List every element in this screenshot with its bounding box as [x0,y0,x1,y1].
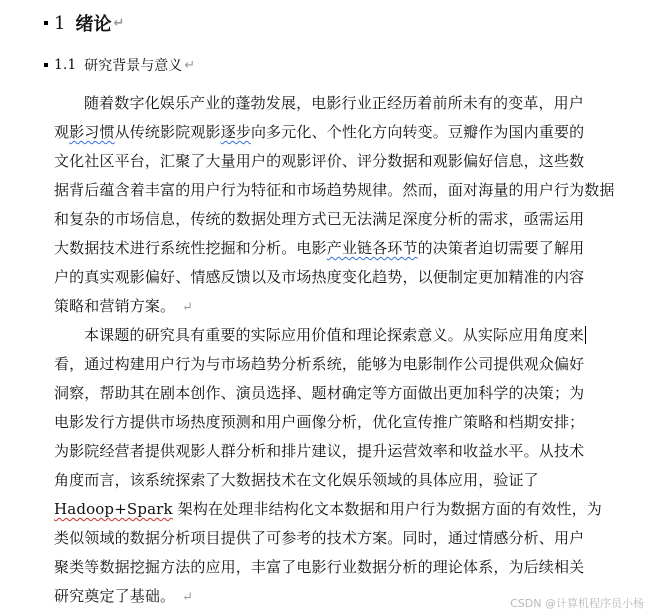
body-line[interactable] [54,558,610,576]
body-line[interactable] [54,442,610,460]
body-line[interactable] [54,152,610,170]
heading-2[interactable] [44,55,195,75]
body-line[interactable] [54,297,610,317]
body-line[interactable] [54,326,610,344]
body-line[interactable] [54,123,610,141]
body-line[interactable] [54,384,610,402]
body-text: 类似领域的数据分析项目提供了可参考的技术方案。同时，通过情感分析、用户 [54,529,585,547]
body-text: 电影发行方提供市场热度预测和用户画像分析，优化宣传推广策略和档期安排； [54,413,585,431]
paragraph-mark-icon: ↵ [113,15,125,31]
heading-1-number: 1 [54,12,66,34]
text-cursor [585,326,586,344]
heading-2-number: 1.1 [54,57,77,73]
body-text: 本课题的研究具有重要的实际应用价值和理论探索意义。从实际应用角度来 [84,326,584,344]
grammar-underline[interactable]: 逐步 [220,123,251,141]
body-text: 看，通过构建用户行为与市场趋势分析系统，能够为电影制作公司提供观众偏好 [54,355,585,373]
body-text: 从传统影院观影 [114,123,221,141]
body-text: 文化社区平台，汇聚了大量用户的观影评价、评分数据和观影偏好信息，这些数 [54,152,585,170]
body-text: 洞察，帮助其在剧本创作、演员选择、题材确定等方面做出更加科学的决策；为 [54,384,585,402]
body-line[interactable] [54,413,610,431]
body-line[interactable] [54,94,610,112]
body-text: 向多元化、个性化方向转变。豆瓣作为国内重要的 [250,123,585,141]
body-line[interactable] [54,239,610,257]
grammar-underline[interactable]: 产业链各环节 [326,239,418,257]
body-text: 据背后蕴含着丰富的用户行为特征和市场趋势规律。然而，面对海量的用户行为数据 [54,181,615,199]
body-line[interactable] [54,210,610,228]
spelling-underline[interactable]: Hadoop+Spark [54,500,173,518]
body-text: 和复杂的市场信息，传统的数据处理方式已无法满足深度分析的需求，亟需运用 [54,210,585,228]
heading-2-title: 研究背景与意义 [84,58,183,74]
body-line[interactable] [54,181,615,199]
grammar-underline[interactable]: 影习惯 [69,123,115,141]
paragraph-mark-icon: ↵ [184,57,196,73]
heading-1-title: 绪论 [75,14,112,35]
body-text: 的决策者迫切需要了解用 [417,239,585,257]
body-line[interactable] [54,268,610,286]
body-line[interactable] [54,500,610,518]
heading-bullet-icon [44,63,48,67]
body-text: 架构在处理非结构化文本数据和用户行为数据方面的有效性，为 [172,500,602,518]
body-text: 随着数字化娱乐产业的蓬勃发展，电影行业正经历着前所未有的变革，用户 [84,94,584,112]
heading-1[interactable] [44,10,124,36]
body-text: 户的真实观影偏好、情感反馈以及市场热度变化趋势，以便制定更加精准的内容 [54,268,585,286]
body-text: 为影院经营者提供观影人群分析和排片建议，提升运营效率和收益水平。从技术 [54,442,585,460]
body-line[interactable] [54,471,610,489]
body-line[interactable] [54,355,610,373]
body-text: 大数据技术进行系统性挖掘和分析。电影 [54,239,327,257]
body-text: 研究奠定了基础。 [54,587,176,605]
body-text: 策略和营销方案。 [54,297,176,315]
body-text: 角度而言，该系统探索了大数据技术在文化娱乐领域的具体应用，验证了 [54,471,539,489]
body-text: 观 [54,123,70,141]
body-line[interactable] [54,529,610,547]
watermark: CSDN @计算机程序员小杨 [510,597,644,610]
body-text: 聚类等数据挖掘方法的应用，丰富了电影行业数据分析的理论体系，为后续相关 [54,558,585,576]
heading-bullet-icon [44,21,48,25]
paragraph-mark-icon: ↵ [182,590,194,605]
paragraph-mark-icon: ↵ [182,300,194,315]
